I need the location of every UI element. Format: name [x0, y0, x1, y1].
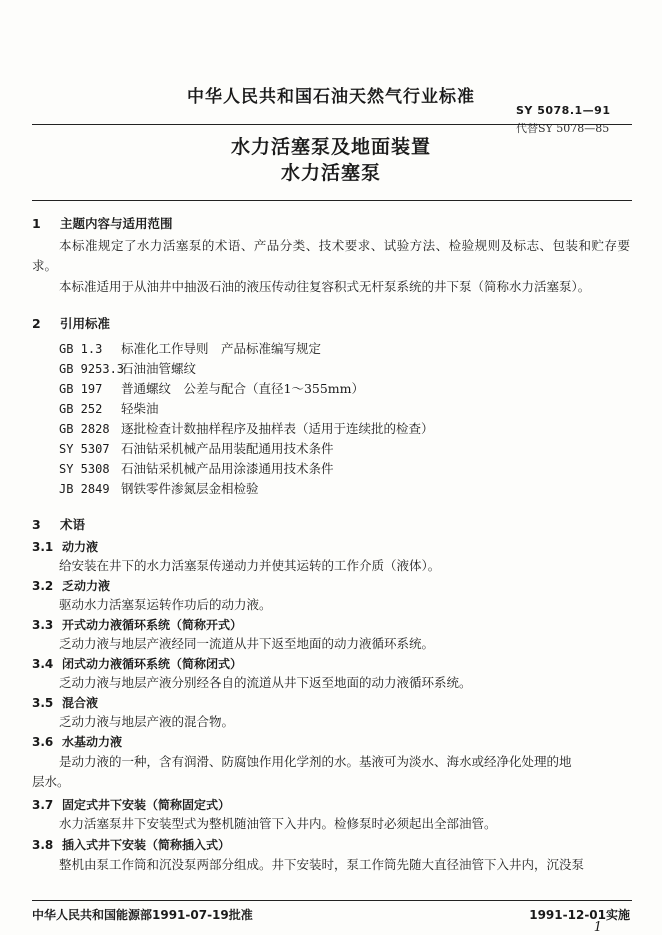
term-heading — [32, 616, 242, 633]
section-2-heading — [32, 314, 110, 332]
term-heading — [32, 796, 230, 813]
section-title: 引用标准 — [60, 316, 111, 331]
section-title: 术语 — [60, 517, 86, 532]
section-number: 1 — [32, 216, 41, 231]
page-number: 1 — [593, 920, 602, 935]
term-definition: 驱动水力活塞泵运转作功后的动力液。 — [59, 597, 272, 612]
section-title: 主题内容与适用范围 — [60, 216, 173, 231]
reference-item — [59, 339, 321, 357]
section-number: 2 — [32, 316, 41, 331]
reference-item — [59, 419, 434, 437]
term-heading — [32, 694, 98, 711]
term-heading — [32, 733, 122, 750]
term-number: 3.6 — [32, 735, 54, 749]
reference-text: 普通螺纹 公差与配合（直径1～355mm） — [121, 381, 365, 396]
term-title: 动力液 — [62, 540, 99, 554]
term-heading — [32, 836, 230, 853]
term-definition: 是动力液的一种，含有润滑、防腐蚀作用化学剂的水。基液可为淡水、海水或经净化处理的地 — [59, 754, 572, 769]
term-title: 水基动力液 — [62, 735, 123, 749]
term-definition-continued: 层水。 — [32, 774, 70, 789]
section-1-paragraph-2: 本标准适用于从油井中抽汲石油的液压传动往复容积式无杆泵系统的井下泵（简称水力活塞泵）。 — [59, 279, 591, 294]
reference-code: GB 9253.3 — [59, 362, 125, 376]
section-1-heading — [32, 214, 173, 232]
title-rule — [32, 200, 632, 201]
term-definition: 给安装在井下的水力活塞泵传递动力并使其运转的工作介质（液体）。 — [59, 558, 441, 573]
section-3-heading — [32, 515, 85, 533]
term-title: 插入式井下安装（简称插入式） — [62, 838, 231, 852]
reference-item — [59, 399, 159, 417]
reference-text: 钢铁零件渗氮层金相检验 — [121, 481, 259, 496]
reference-item — [59, 459, 334, 477]
term-number: 3.7 — [32, 798, 54, 812]
reference-item — [59, 479, 259, 497]
term-heading — [32, 538, 98, 555]
reference-code: GB 1.3 — [59, 342, 103, 356]
replaces-standard: 代替SY 5078—85 — [516, 122, 610, 135]
term-heading — [32, 655, 242, 672]
reference-code: GB 2828 — [59, 422, 110, 436]
standard-number: SY 5078.1—91 — [516, 104, 611, 117]
approval-info: 中华人民共和国能源部1991-07-19批准 — [32, 908, 253, 922]
term-definition: 乏动力液与地层产液分别经各自的流道从井下返至地面的动力液循环系统。 — [59, 675, 472, 690]
term-title: 乏动力液 — [62, 579, 111, 593]
term-definition: 乏动力液与地层产液的混合物。 — [59, 714, 235, 729]
implementation-date: 1991-12-01实施 — [529, 908, 630, 922]
reference-item — [59, 379, 364, 397]
reference-text: 标准化工作导则 产品标准编写规定 — [121, 341, 322, 356]
term-title: 开式动力液循环系统（简称开式） — [62, 618, 243, 632]
term-title: 混合液 — [62, 696, 99, 710]
section-number: 3 — [32, 517, 41, 532]
reference-text: 石油钻采机械产品用装配通用技术条件 — [121, 441, 334, 456]
reference-text: 石油油管螺纹 — [121, 361, 197, 376]
term-number: 3.5 — [32, 696, 54, 710]
header-rule — [32, 124, 632, 125]
reference-text: 逐批检查计数抽样程序及抽样表（适用于连续批的检查） — [121, 421, 434, 436]
reference-text: 石油钻采机械产品用涂漆通用技术条件 — [121, 461, 334, 476]
term-definition: 水力活塞泵井下安装型式为整机随油管下入井内。检修泵时必须起出全部油管。 — [59, 816, 497, 831]
term-title: 闭式动力液循环系统（简称闭式） — [62, 657, 243, 671]
term-number: 3.1 — [32, 540, 54, 554]
term-number: 3.3 — [32, 618, 54, 632]
reference-item — [59, 439, 334, 457]
term-definition: 整机由泵工作筒和沉没泵两部分组成。井下安装时，泵工作筒先随大直径油管下入井内，沉没泵 — [59, 857, 585, 872]
reference-code: SY 5307 — [59, 442, 110, 456]
term-definition: 乏动力液与地层产液经同一流道从井下返至地面的动力液循环系统。 — [59, 636, 435, 651]
term-title: 固定式井下安装（简称固定式） — [62, 798, 231, 812]
document-title-line2: 水力活塞泵 — [280, 162, 381, 184]
footer-rule — [32, 900, 632, 901]
reference-item — [59, 359, 196, 377]
reference-code: GB 197 — [59, 382, 103, 396]
term-heading — [32, 577, 110, 594]
reference-text: 轻柴油 — [121, 401, 159, 416]
reference-code: GB 252 — [59, 402, 103, 416]
section-1-paragraph-1: 本标准规定了水力活塞泵的术语、产品分类、技术要求、试验方法、检验规则及标志、包装和贮存要求。 — [32, 238, 630, 273]
document-title-line1: 水力活塞泵及地面装置 — [230, 136, 431, 158]
reference-code: JB 2849 — [59, 482, 110, 496]
term-number: 3.2 — [32, 579, 54, 593]
reference-code: SY 5308 — [59, 462, 110, 476]
term-number: 3.4 — [32, 657, 54, 671]
term-number: 3.8 — [32, 838, 54, 852]
industry-standard-title: 中华人民共和国石油天然气行业标准 — [187, 87, 475, 107]
